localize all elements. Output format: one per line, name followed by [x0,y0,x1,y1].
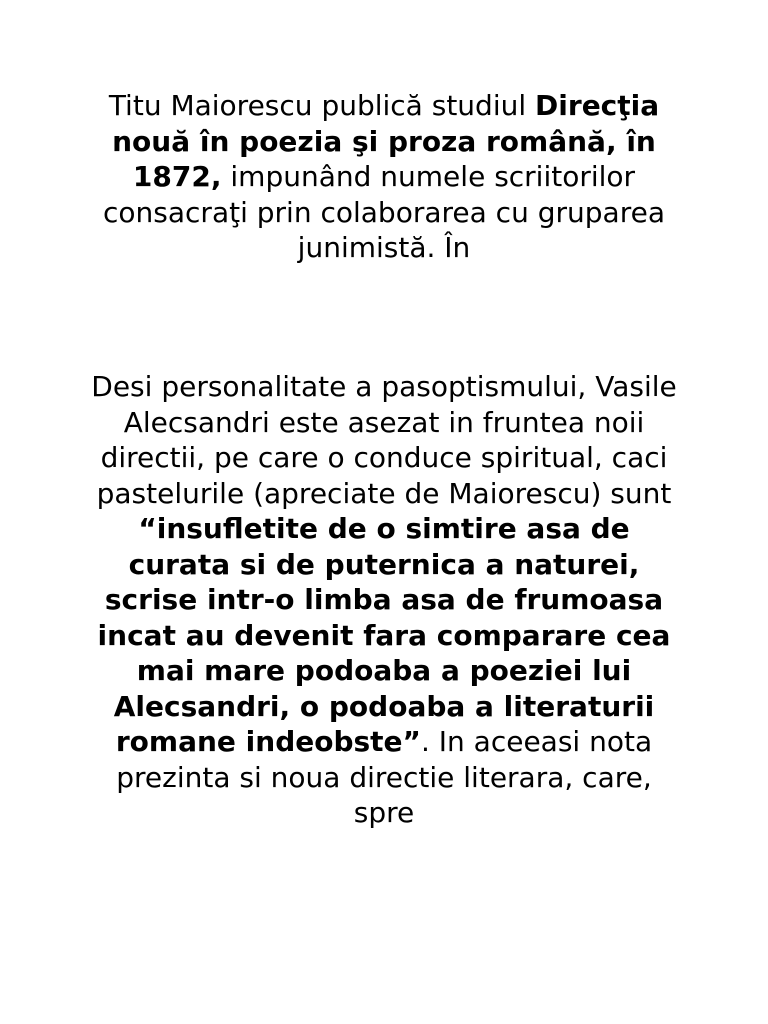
study-title: Direcţia nouă în poezia şi proza română, în 1872, [112,89,660,193]
paragraph1-intro: Titu Maiorescu publică studiul [108,89,527,122]
paragraph-alecsandri [84,369,684,831]
paragraph-maiorescu-study [84,88,684,266]
quote-period: . [420,725,430,758]
paragraph1-rest: impunând numele scriitorilor consacraţi prin colaborarea cu gruparea junimistă. În [103,160,665,264]
paragraph2-intro: Desi personalitate a pasoptismului, Vasile Alecsandri este asezat in fruntea noii directii, pe care o conduce spiritual, caci pastelurile (apreciate de Maiorescu) sunt [91,370,677,510]
maiorescu-quote: “insufletite de o simtire asa de curata si de puternica a naturei, scrise intr-o limba asa de frumoasa incat au devenit fara comparare cea mai mare podoaba a poeziei lui Alecsandri, o podoaba a literaturii romane indeobste” [97,512,671,758]
paragraph2-rest: In aceeasi nota prezinta si noua directie literara, care, spre [116,725,653,829]
